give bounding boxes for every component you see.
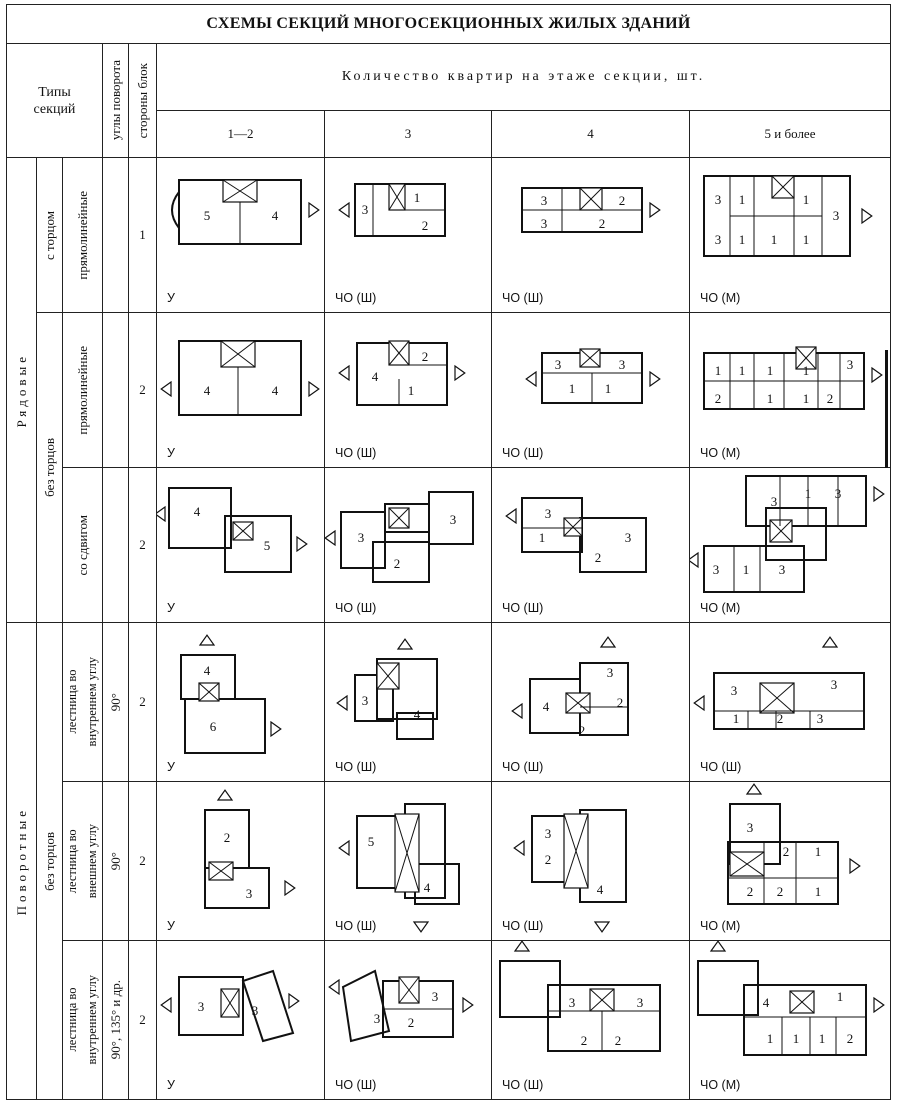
header-apartment-count: Количество квартир на этаже секции, шт.	[157, 44, 891, 111]
plan-cell	[690, 623, 891, 782]
orientation-arrow	[650, 372, 660, 386]
section-floor-plan	[325, 158, 491, 312]
apartment-rooms-number: 3	[834, 486, 842, 501]
plan-cell	[325, 468, 492, 623]
apartment-rooms-number: 3	[540, 193, 548, 208]
section-floor-plan	[325, 623, 491, 781]
apartment-rooms-number: 5	[263, 538, 271, 553]
subgroup-with-end	[37, 158, 63, 313]
section-floor-plan	[492, 158, 689, 312]
apartment-rooms-number: 3	[544, 506, 552, 521]
apartment-rooms-number: 2	[616, 695, 624, 710]
header-sides-text: стороны блок	[134, 62, 150, 139]
plan-label: ЧО (Ш)	[502, 446, 544, 460]
apartment-rooms-number: 1	[814, 844, 822, 859]
apartment-rooms-number: 2	[846, 1031, 854, 1046]
row-1-angle	[103, 158, 129, 313]
subgroup-with-end-label: с торцом	[41, 210, 57, 260]
apartment-rooms-number: 1	[818, 1031, 826, 1046]
plan-cell	[157, 782, 325, 941]
plan-cell	[492, 941, 690, 1100]
subgroup-no-end-row-label: без торцов	[41, 438, 57, 497]
apartment-rooms-number: 3	[606, 665, 614, 680]
plan-label: У	[167, 601, 175, 615]
orientation-arrow	[325, 531, 335, 545]
row-2-sides: 2	[129, 313, 157, 468]
apartment-rooms-number: 2	[776, 884, 784, 899]
subgroup-no-end-row	[37, 313, 63, 623]
row-5-type	[63, 782, 103, 941]
row-1-type	[63, 158, 103, 313]
row-6-angle	[103, 941, 129, 1100]
orientation-arrow	[289, 994, 299, 1008]
orientation-arrow	[650, 203, 660, 217]
row-6-type-line2: внутреннем углу	[85, 975, 99, 1065]
orientation-arrow	[747, 784, 761, 794]
apartment-rooms-number: 1	[802, 363, 810, 378]
section-floor-plan	[690, 623, 890, 781]
apartment-rooms-number: 3	[770, 494, 778, 509]
plan-label: ЧО (Ш)	[335, 446, 377, 460]
row-3-angle	[103, 468, 129, 623]
plan-wall	[698, 961, 758, 1015]
apartment-rooms-number: 3	[712, 562, 720, 577]
orientation-arrow	[823, 637, 837, 647]
apartment-rooms-number: 2	[782, 844, 790, 859]
plan-cell	[325, 941, 492, 1100]
apartment-rooms-number: 3	[540, 216, 548, 231]
apartment-rooms-number: 1	[802, 192, 810, 207]
apartment-rooms-number: 2	[826, 391, 834, 406]
plan-label: ЧО (Ш)	[502, 919, 544, 933]
apartment-rooms-number: 1	[413, 190, 421, 205]
plan-label: ЧО (Ш)	[502, 291, 544, 305]
column-header-1: 1—2	[157, 111, 325, 158]
apartment-rooms-number: 3	[624, 530, 632, 545]
apartment-rooms-number: 3	[778, 562, 786, 577]
orientation-arrow	[595, 922, 609, 932]
row-6-sides: 2	[129, 941, 157, 1100]
header-angles	[103, 44, 129, 158]
apartment-rooms-number: 1	[742, 562, 750, 577]
section-floor-plan	[492, 941, 689, 1099]
row-1-sides: 1	[129, 158, 157, 313]
plan-cell	[157, 468, 325, 623]
section-floor-plan	[325, 468, 491, 622]
row-3-type	[63, 468, 103, 623]
apartment-rooms-number: 2	[544, 852, 552, 867]
orientation-arrow	[514, 841, 524, 855]
apartment-rooms-number: 1	[538, 530, 546, 545]
row-4-type-line1: лестница во	[65, 670, 79, 734]
apartment-rooms-number: 3	[846, 357, 854, 372]
apartment-rooms-number: 3	[373, 1011, 381, 1026]
apartment-rooms-number: 2	[580, 1033, 588, 1048]
orientation-arrow	[694, 696, 704, 710]
scan-margin-mark	[885, 350, 888, 468]
orientation-arrow	[526, 372, 536, 386]
column-header-4: 5 и более	[690, 111, 891, 158]
orientation-arrow	[463, 998, 473, 1012]
apartment-rooms-number: 3	[636, 995, 644, 1010]
header-section-types	[7, 44, 103, 158]
orientation-arrow	[874, 998, 884, 1012]
apartment-rooms-number: 3	[554, 357, 562, 372]
column-header-3: 4	[492, 111, 690, 158]
orientation-arrow	[339, 841, 349, 855]
plan-cell	[157, 158, 325, 313]
apartment-rooms-number: 4	[203, 383, 211, 398]
plan-cell	[492, 313, 690, 468]
apartment-rooms-number: 3	[830, 677, 838, 692]
orientation-arrow	[161, 382, 171, 396]
apartment-rooms-number: 1	[802, 232, 810, 247]
orientation-arrow	[690, 553, 698, 567]
subgroup-no-end-turn-label: без торцов	[41, 831, 57, 891]
apartment-rooms-number: 2	[421, 349, 429, 364]
plan-label: У	[167, 446, 175, 460]
section-floor-plan	[690, 158, 890, 312]
plan-cell	[492, 782, 690, 941]
apartment-rooms-number: 4	[371, 369, 379, 384]
apartment-rooms-number: 3	[544, 826, 552, 841]
row-5-sides: 2	[129, 782, 157, 941]
apartment-rooms-number: 1	[836, 989, 844, 1004]
plan-wall	[243, 971, 293, 1041]
plan-label: У	[167, 760, 175, 774]
row-5-angle	[103, 782, 129, 941]
orientation-arrow	[157, 507, 165, 521]
plan-label: ЧО (М)	[700, 291, 741, 305]
apartment-rooms-number: 6	[209, 719, 217, 734]
orientation-arrow	[309, 203, 319, 217]
row-4-sides: 2	[129, 623, 157, 782]
plan-cell	[325, 782, 492, 941]
orientation-arrow	[297, 537, 307, 551]
plan-label: ЧО (М)	[700, 1078, 741, 1092]
apartment-rooms-number: 4	[596, 882, 604, 897]
apartment-rooms-number: 1	[738, 192, 746, 207]
plan-wall	[580, 518, 646, 572]
apartment-rooms-number: 3	[245, 886, 253, 901]
apartment-rooms-number: 1	[732, 711, 740, 726]
apartment-rooms-number: 1	[766, 363, 774, 378]
apartment-rooms-number: 2	[578, 723, 586, 738]
row-4-angle	[103, 623, 129, 782]
apartment-rooms-number: 4	[271, 208, 279, 223]
apartment-rooms-number: 2	[407, 1015, 415, 1030]
apartment-rooms-number: 1	[714, 363, 722, 378]
row-3-type-label: со сдвигом	[74, 514, 90, 576]
apartment-rooms-number: 1	[804, 486, 812, 501]
plan-label: ЧО (Ш)	[502, 760, 544, 774]
orientation-arrow	[398, 639, 412, 649]
apartment-rooms-number: 2	[598, 216, 606, 231]
section-floor-plan	[492, 468, 689, 622]
row-6-type-line1: лестница во	[65, 988, 79, 1052]
plan-cell	[157, 941, 325, 1100]
plan-cell	[325, 313, 492, 468]
plan-cell	[492, 468, 690, 623]
section-floor-plan	[157, 313, 324, 467]
section-floor-plan	[325, 782, 491, 940]
plan-cell	[325, 158, 492, 313]
orientation-arrow	[339, 366, 349, 380]
page-title: СХЕМЫ СЕКЦИЙ МНОГОСЕКЦИОННЫХ ЖИЛЫХ ЗДАНИЙ	[7, 5, 891, 44]
plan-cell	[325, 623, 492, 782]
row-2-angle	[103, 313, 129, 468]
apartment-rooms-number: 1	[814, 884, 822, 899]
apartment-rooms-number: 3	[357, 530, 365, 545]
plan-cell	[690, 313, 891, 468]
plan-wall	[185, 699, 265, 753]
apartment-rooms-number: 4	[413, 707, 421, 722]
orientation-arrow	[161, 998, 171, 1012]
plan-label: ЧО (Ш)	[335, 291, 377, 305]
apartment-rooms-number: 2	[421, 218, 429, 233]
plan-cell	[690, 158, 891, 313]
row-5-type-line1: лестница во	[65, 829, 79, 893]
orientation-arrow	[872, 368, 882, 382]
plan-label: ЧО (Ш)	[335, 760, 377, 774]
apartment-rooms-number: 3	[568, 995, 576, 1010]
orientation-arrow	[850, 859, 860, 873]
apartment-rooms-number: 5	[203, 208, 211, 223]
section-floor-plan	[492, 313, 689, 467]
section-floor-plan	[157, 158, 324, 312]
section-floor-plan	[157, 782, 324, 940]
group-row-label: Рядовые	[13, 352, 29, 428]
plan-cell	[690, 941, 891, 1100]
orientation-arrow	[515, 941, 529, 951]
apartment-rooms-number: 2	[223, 830, 231, 845]
section-floor-plan	[690, 782, 890, 940]
apartment-rooms-number: 5	[367, 834, 375, 849]
plan-cell	[492, 623, 690, 782]
apartment-rooms-number: 3	[197, 999, 205, 1014]
apartment-rooms-number: 4	[423, 880, 431, 895]
orientation-arrow	[455, 366, 465, 380]
row-5-type-line2: внешнем углу	[85, 823, 99, 899]
apartment-rooms-number: 2	[594, 550, 602, 565]
row-4-type	[63, 623, 103, 782]
column-header-2: 3	[325, 111, 492, 158]
header-angles-text: углы поворота	[107, 60, 123, 141]
section-floor-plan	[157, 941, 324, 1099]
apartment-rooms-number: 4	[271, 383, 279, 398]
apartment-rooms-number: 3	[361, 693, 369, 708]
apartment-rooms-number: 3	[730, 683, 738, 698]
apartment-rooms-number: 4	[762, 995, 770, 1010]
plan-label: ЧО (М)	[700, 601, 741, 615]
plan-label: ЧО (М)	[700, 446, 741, 460]
row-4-type-line2: внутреннем углу	[85, 657, 99, 747]
apartment-rooms-number: 2	[746, 884, 754, 899]
plan-label: ЧО (Ш)	[335, 601, 377, 615]
apartment-rooms-number: 3	[449, 512, 457, 527]
plan-label: У	[167, 291, 175, 305]
apartment-rooms-number: 1	[407, 383, 415, 398]
apartment-rooms-number: 1	[766, 391, 774, 406]
apartment-rooms-number: 2	[714, 391, 722, 406]
apartment-rooms-number: 1	[770, 232, 778, 247]
plan-label: ЧО (Ш)	[335, 1078, 377, 1092]
orientation-arrow	[200, 635, 214, 645]
apartment-rooms-number: 3	[714, 232, 722, 247]
plan-wall	[373, 542, 429, 582]
header-sides	[129, 44, 157, 158]
orientation-arrow	[309, 382, 319, 396]
section-floor-plan	[325, 313, 491, 467]
apartment-rooms-number: 3	[431, 989, 439, 1004]
plan-label: ЧО (Ш)	[502, 1078, 544, 1092]
apartment-rooms-number: 2	[393, 556, 401, 571]
plan-label: ЧО (Ш)	[700, 760, 742, 774]
apartment-rooms-number: 1	[604, 381, 612, 396]
section-floor-plan	[690, 941, 890, 1099]
plan-label: У	[167, 919, 175, 933]
row-5-angle-text: 90°	[107, 851, 123, 871]
plan-cell	[690, 468, 891, 623]
orientation-arrow	[414, 922, 428, 932]
subgroup-no-end-turn	[37, 623, 63, 1100]
apartment-rooms-number: 4	[203, 663, 211, 678]
section-floor-plan	[690, 468, 890, 622]
row-4-angle-text: 90°	[107, 692, 123, 712]
apartment-rooms-number: 2	[614, 1033, 622, 1048]
apartment-rooms-number: 1	[766, 1031, 774, 1046]
apartment-rooms-number: 3	[618, 357, 626, 372]
group-row-sections	[7, 158, 37, 623]
row-2-type-label: прямолинейные	[74, 345, 90, 435]
apartment-rooms-number: 1	[802, 391, 810, 406]
plan-label: У	[167, 1078, 175, 1092]
orientation-arrow	[339, 203, 349, 217]
group-turn-sections	[7, 623, 37, 1100]
apartment-rooms-number: 2	[618, 193, 626, 208]
apartment-rooms-number: 1	[738, 232, 746, 247]
plan-cell	[492, 158, 690, 313]
orientation-arrow	[512, 704, 522, 718]
orientation-arrow	[711, 941, 725, 951]
apartment-rooms-number: 2	[776, 711, 784, 726]
row-6-angle-text: 90°, 135° и др.	[107, 980, 123, 1060]
apartment-rooms-number: 3	[816, 711, 824, 726]
orientation-arrow	[271, 722, 281, 736]
orientation-arrow	[285, 881, 295, 895]
orientation-arrow	[874, 487, 884, 501]
apartment-rooms-number: 4	[542, 699, 550, 714]
plan-cell	[690, 782, 891, 941]
plan-bay	[172, 192, 179, 228]
apartment-rooms-number: 3	[746, 820, 754, 835]
plan-label: ЧО (Ш)	[502, 601, 544, 615]
group-turn-label: Поворотные	[13, 806, 29, 916]
scheme-sheet	[6, 4, 890, 1108]
plan-label: ЧО (М)	[700, 919, 741, 933]
plan-cell	[157, 313, 325, 468]
orientation-arrow	[862, 209, 872, 223]
orientation-arrow	[329, 980, 339, 994]
row-3-sides: 2	[129, 468, 157, 623]
row-2-type	[63, 313, 103, 468]
section-floor-plan	[325, 941, 491, 1099]
plan-wall	[500, 961, 560, 1017]
apartment-rooms-number: 4	[193, 504, 201, 519]
apartment-rooms-number: 3	[361, 202, 369, 217]
header-section-types-text: Типы секций	[33, 84, 76, 117]
apartment-rooms-number: 3	[251, 1003, 259, 1018]
row-1-type-label: прямолинейные	[74, 190, 90, 280]
apartment-rooms-number: 1	[568, 381, 576, 396]
section-floor-plan	[492, 623, 689, 781]
apartment-rooms-number: 1	[738, 363, 746, 378]
orientation-arrow	[506, 509, 516, 523]
apartment-rooms-number: 3	[714, 192, 722, 207]
section-floor-plan	[492, 782, 689, 940]
orientation-arrow	[337, 696, 347, 710]
section-floor-plan	[690, 313, 890, 467]
section-floor-plan	[157, 468, 324, 622]
scheme-table	[6, 4, 891, 1100]
plan-wall	[746, 476, 866, 526]
plan-cell	[157, 623, 325, 782]
section-floor-plan	[157, 623, 324, 781]
apartment-rooms-number: 3	[832, 208, 840, 223]
apartment-rooms-number: 1	[792, 1031, 800, 1046]
orientation-arrow	[601, 637, 615, 647]
plan-label: ЧО (Ш)	[335, 919, 377, 933]
orientation-arrow	[218, 790, 232, 800]
row-6-type	[63, 941, 103, 1100]
